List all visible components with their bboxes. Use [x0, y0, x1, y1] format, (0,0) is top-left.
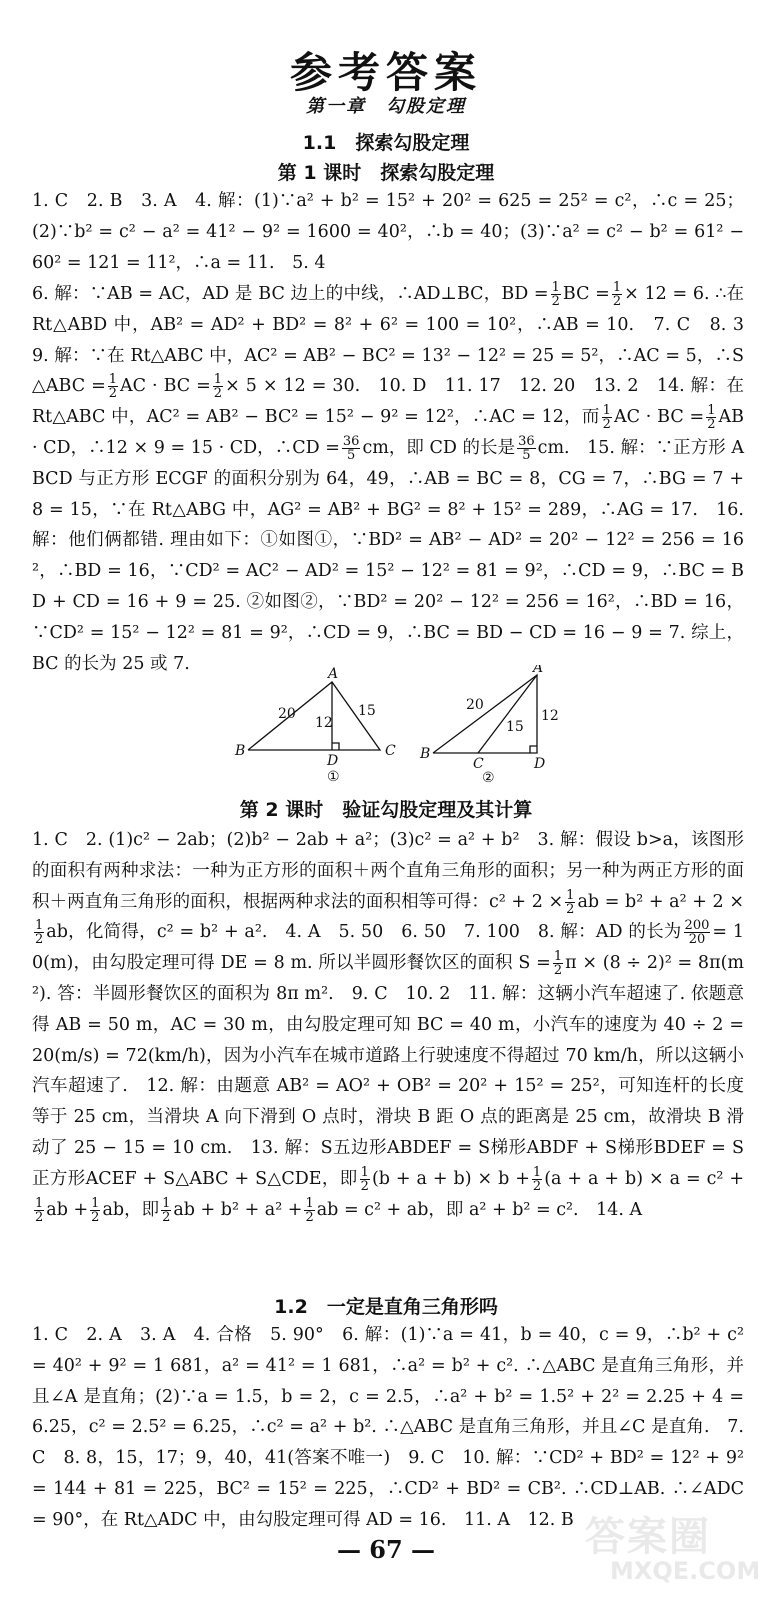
- fig1-vertex-a: A: [328, 666, 339, 682]
- fig1-vertex-c: C: [385, 743, 396, 759]
- fraction: $\frac{1}{2}$: [612, 280, 622, 309]
- watermark-url: MXQE.COM: [610, 1557, 761, 1585]
- fig1-label: ①: [327, 769, 340, 785]
- fig2-vertex-b: B: [420, 746, 431, 762]
- fraction: $\frac{1}{2}$: [35, 1195, 44, 1225]
- lesson1-answers-6-16: 6. 解：∵AB = AC，AD 是 BC 边上的中线，∴AD⊥BC，BD = $\frac{1}{2}$ BC = $\frac{1}{2}$ × 12 = 6. ∴在 Rt△ABD 中，AB² = AD² + BD² = 8² + 6² = 100 = 10²，∴AB = 10. 7. C 8. 3 9. 解：∵在 Rt△ABC 中，AC² = AB² − BC² = 13² − 12² = 25 = 5²，∴AC = 5，∴S△ABC = $\frac{1}{2}$ AC · BC = $\frac{1}{2}$ × 5 × 12 = 30. 10. D 11. 17 12. 20 13. 2 14. 解：在 Rt△ABC 中，AC² = AB² − BC² = 15² − 9² = 12²，∴AC = 12，而 $\frac{1}{2}$ AC · BC = $\frac{1}{2}$ AB · CD，∴12 × 9 = 15 · CD，∴CD = $\frac{36}{5}$ cm，即 CD 的长是 $\frac{36}{5}$ cm. 15. 解：∵正方形 ABCD 与正方形 ECGF 的面积分别为 64，49，∴AB = BC = 8，CG = 7，∴BG = 7 + 8 = 15，∵在 Rt△ABG 中，AG² = AB² + BG² = 8² + 15² = 289，∴AG = 17. 16. 解：他们俩都错. 理由如下：①如图①，∵BD² = AB² − AD² = 20² − 12² = 256 = 16²，∴BD = 16，∵CD² = AC² − AD² = 15² − 12² = 81 = 9²，∴CD = 9，∴BC = BD + CD = 16 + 9 = 25. ②如图②，∵BD² = 20² − 12² = 256 = 16²，∴BD = 16，∵CD² = 15² − 12² = 81 = 9²，∴CD = 9，∴BC = BD − CD = 16 − 9 = 7. 综上，BC 的长为 25 或 7.: [32, 280, 762, 674]
- fraction: $\frac{36}{5}$: [342, 433, 360, 463]
- fraction: $\frac{1}{2}$: [360, 1164, 369, 1194]
- fraction: $\frac{1}{2}$: [553, 949, 563, 979]
- fraction: $\frac{1}{2}$: [532, 1164, 542, 1194]
- watermark-mark: 答案圈: [585, 1514, 711, 1560]
- fraction: $\frac{1}{2}$: [707, 403, 716, 433]
- figure-1-labels: [234, 666, 396, 785]
- fraction: $\frac{200}{20}$: [684, 918, 710, 948]
- fig1-side-ab: 20: [278, 706, 296, 722]
- section-heading-1-1: 1.1 探索勾股定理: [302, 132, 470, 154]
- lesson-heading-1: 第 1 课时 探索勾股定理: [277, 162, 495, 184]
- fig2-label: ②: [482, 770, 495, 785]
- fraction: $\frac{1}{2}$: [566, 887, 575, 917]
- page-number: — 67 —: [336, 1535, 436, 1564]
- fig2-vertex-c: C: [473, 756, 484, 772]
- fraction: $\frac{1}{2}$: [305, 1195, 314, 1225]
- fraction: $\frac{36}{5}$: [518, 433, 535, 463]
- chapter-heading: 第一章 勾股定理: [306, 96, 466, 117]
- fig2-vertex-a: A: [533, 665, 544, 676]
- fig1-side-ad: 12: [315, 715, 333, 731]
- figures-svg: [230, 665, 560, 785]
- section-heading-1-2: 1.2 一定是直角三角形吗: [274, 1296, 498, 1318]
- fraction: $\frac{1}{2}$: [213, 372, 223, 402]
- watermark-logo: [585, 1505, 760, 1595]
- fraction: $\frac{1}{2}$: [35, 918, 44, 948]
- triangle-figures: [230, 665, 560, 785]
- fig2-vertex-d: D: [534, 756, 546, 772]
- fig2-side-ac: 15: [506, 719, 524, 735]
- fig1-vertex-d: D: [327, 753, 339, 769]
- fraction: $\frac{1}{2}$: [602, 403, 611, 433]
- lesson2-answers: 1. C 2. (1)c² − 2ab；(2)b² − 2ab + a²；(3)c² = a² + b² 3. 解：假设 b>a，该图形的面积有两种求法：一种为正方形的面积＋两个直角三角形的面积；另一种为两正方形的面积＋两直角三角形的面积，根据两种求法的面积相等可得：c² + 2 × $\frac{1}{2}$ ab = b² + a² + 2 × $\frac{1}{2}$ ab，化简得，c² = b² + a². 4. A 5. 50 6. 50 7. 100 8. 解：AD 的长为 $\frac{200}{20}$ = 10(m)，由勾股定理可得 DE = 8 m. 所以半圆形餐饮区的面积 S = $\frac{1}{2}$ π × (8 ÷ 2)² = 8π(m²). 答：半圆形餐饮区的面积为 8π m². 9. C 10. 2 11. 解：这辆小汽车超速了. 依题意得 AB = 50 m，AC = 30 m，由勾股定理可知 BC = 40 m，小汽车的速度为 40 ÷ 2 = 20(m/s) = 72(km/h)，因为小汽车在城市道路上行驶速度不得超过 70 km/h，所以这辆小汽车超速了. 12. 解：由题意 AB² = AO² + OB² = 20² + 15² = 25²，可知连杆的长度等于 25 cm，当滑块 A 向下滑到 O 点时，滑块 B 距 O 点的距离是 25 cm，故滑块 B 滑动了 25 − 15 = 10 cm. 13. 解：S五边形ABDEF = S梯形ABDF + S梯形BDEF = S正方形ACEF + S△ABC + S△CDE，即 $\frac{1}{2}$ (b + a + b) × b + $\frac{1}{2}$ (a + a + b) × a = c² + $\frac{1}{2}$ ab + $\frac{1}{2}$ ab，即 $\frac{1}{2}$ ab + b² + a² + $\frac{1}{2}$ ab = c² + ab，即 a² + b² = c². 14. A: [32, 830, 744, 1225]
- fraction: $\frac{1}{2}$: [162, 1195, 171, 1225]
- figure-2: [433, 675, 537, 753]
- lesson1-answers-1-5: 1. C 2. B 3. A 4. 解：(1)∵a² + b² = 15² + 20² = 625 = 25² = c²，∴c = 25；(2)∵b² = c² − a² = 41² − 9² = 1600 = 40²，∴b = 40；(3)∵a² = c² − b² = 61² − 60² = 121 = 11²，∴a = 11. 5. 4: [32, 191, 744, 273]
- section-1-2-answers: 1. C 2. A 3. A 4. 合格 5. 90° 6. 解：(1)∵a = 41，b = 40，c = 9，∴b² + c² = 40² + 9² = 1 681，a² = 41² = 1 681，∴a² = b² + c². ∴△ABC 是直角三角形，并且∠A 是直角；(2)∵a = 1.5，b = 2，c = 2.5，∴a² + b² = 1.5² + 2² = 2.25 + 4 = 6.25，c² = 2.5² = 6.25，∴c² = a² + b². ∴△ABC 是直角三角形，并且∠C 是直角. 7. C 8. 8，15，17；9，40，41(答案不唯一) 9. C 10. 解：∵CD² + BD² = 12² + 9² = 144 + 81 = 225，BC² = 15² = 225，∴CD² + BD² = CB². ∴CD⊥AB. ∴∠ADC = 90°，在 Rt△ADC 中，由勾股定理可得 AD = 16. 11. A 12. B: [32, 1325, 744, 1530]
- fig2-side-ad: 12: [541, 708, 559, 724]
- fig1-vertex-b: B: [235, 743, 246, 759]
- figure-2-labels: [419, 665, 559, 785]
- lesson-heading-2: 第 2 课时 验证勾股定理及其计算: [239, 799, 533, 821]
- page-title: 参考答案: [289, 48, 482, 97]
- fig2-side-ab: 20: [466, 697, 484, 713]
- fraction: $\frac{1}{2}$: [108, 372, 118, 402]
- fig1-side-ac: 15: [358, 703, 376, 719]
- fraction: $\frac{1}{2}$: [91, 1195, 100, 1225]
- fraction: $\frac{1}{2}$: [551, 280, 560, 309]
